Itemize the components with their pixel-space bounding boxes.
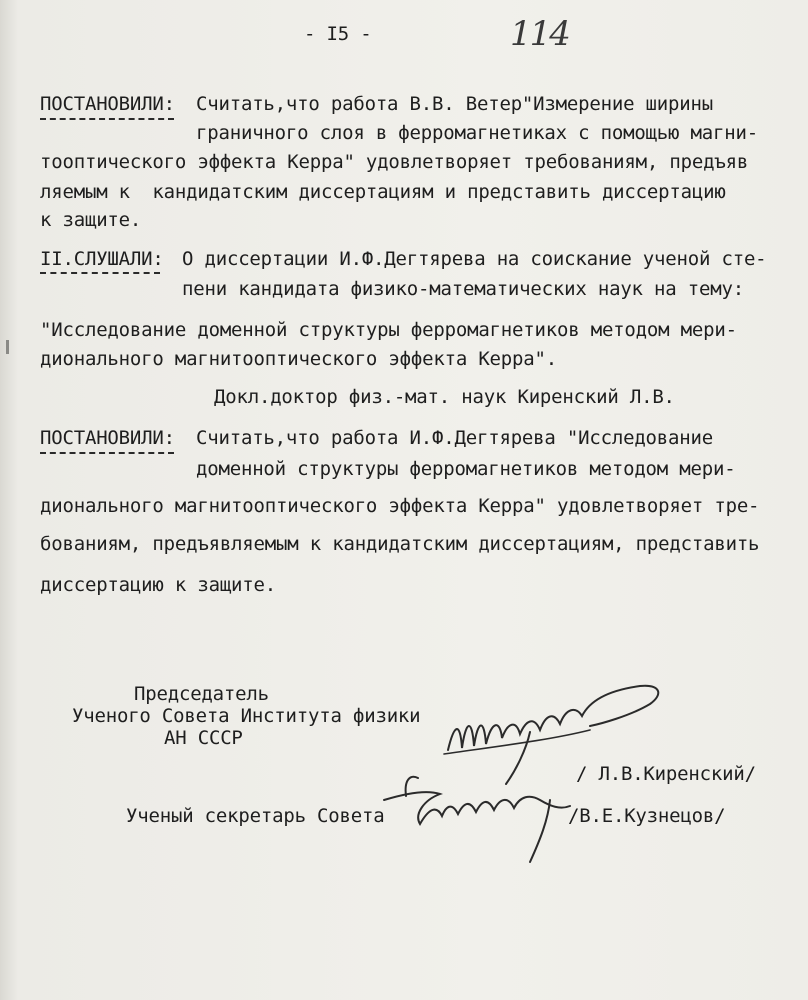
resolution-1-line-5: к защите. [40,209,142,231]
hearing-2-line-4: дионального магнитооптического эффекта Керра". [40,348,557,370]
resolution-2-underline [40,452,174,454]
resolution-2-line-1: Считать,что работа И.Ф.Дегтярева "Исследование [196,427,713,449]
secretary-name: /В.Е.Кузнецов/ [568,805,726,827]
hearing-2-line-3: "Исследование доменной структуры ферромагнетиков методом мери- [40,319,737,341]
resolution-1-line-4: ляемым к кандидатским диссертациям и представить диссертацию [40,181,726,203]
resolution-2-line-2: доменной структуры ферромагнетиков методом мери- [196,458,736,480]
hearing-2-speaker: Докл.доктор физ.-мат. наук Киренский Л.В. [214,386,675,408]
secretary-title: Ученый секретарь Совета [126,805,385,827]
hearing-2-line-2: пени кандидата физико-математических наук на тему: [182,278,744,300]
binding-hole-mark [6,340,9,354]
resolution-2-line-3: дионального магнитооптического эффекта Керра" удовлетворяет тре- [40,495,760,517]
resolution-2-line-5: диссертацию к защите. [40,574,277,596]
chairman-title-line-1: Председатель [134,683,269,705]
secretary-signature [380,770,580,866]
resolution-1-line-3: тооптического эффекта Керра" удовлетворяет требованиям, предъяв [40,151,749,173]
chairman-name: / Л.В.Киренский/ [576,763,756,785]
resolution-1-line-2: граничного слоя в ферромагнетиках с помощью магни- [196,122,758,144]
hearing-2-underline [40,272,160,274]
page-number: - I5 - [304,23,372,45]
handwritten-page-number: 114 [510,14,569,54]
hearing-2-line-1: О диссертации И.Ф.Дегтярева на соискание ученой сте- [182,248,767,270]
hearing-2-label: II.СЛУШАЛИ: [40,248,164,270]
chairman-title-line-2: Ученого Совета Института физики [72,705,421,727]
resolution-1-line-1: Считать,что работа В.В. Ветер"Измерение ширины [196,93,713,115]
chairman-title-line-3: АН СССР [164,727,243,749]
resolution-1-label: ПОСТАНОВИЛИ: [40,93,175,115]
resolution-2-label: ПОСТАНОВИЛИ: [40,427,175,449]
resolution-2-line-4: бованиям, предъявляемым к кандидатским диссертациям, представить [40,533,760,555]
resolution-1-underline [40,118,174,120]
